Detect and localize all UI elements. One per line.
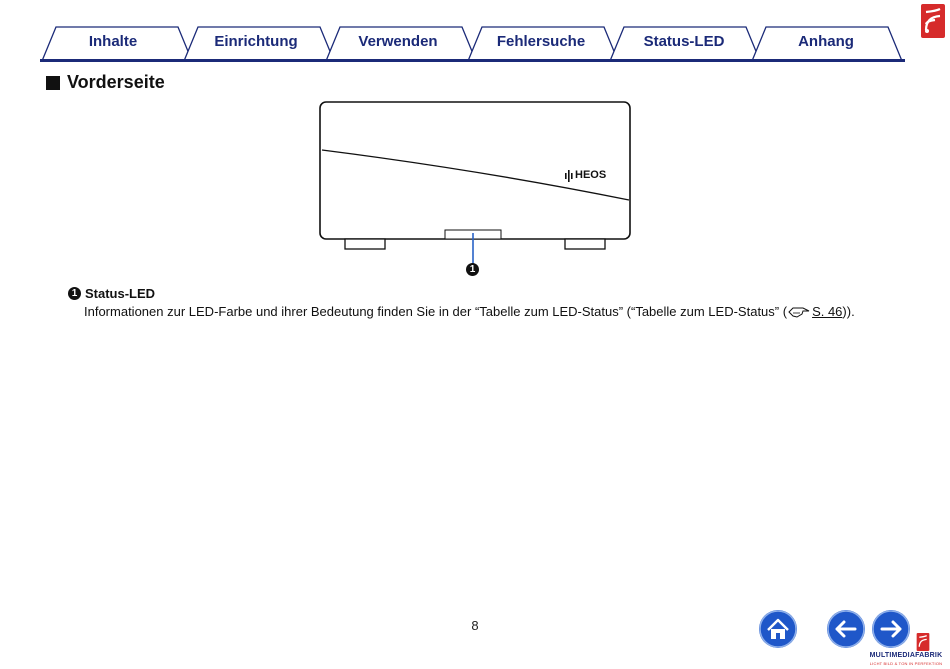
tab-inhalte[interactable]: Inhalte	[88, 33, 138, 50]
brand-logo-icon	[916, 633, 930, 651]
brand-name: MULTIMEDIAFABRIK	[869, 652, 943, 659]
callout-number-badge: 1	[466, 263, 479, 276]
item-heading	[68, 286, 155, 301]
previous-page-button[interactable]	[827, 610, 865, 648]
heading-square-icon	[46, 76, 60, 90]
device-brand-label: HEOS	[575, 169, 607, 181]
page-reference-link[interactable]: S. 46	[812, 304, 843, 319]
description-text: Informationen zur LED-Farbe und ihrer Bedeutung finden Sie in der “Tabelle zum LED-Status” (“Tabelle zum LED-Status” (	[84, 304, 788, 319]
item-description	[84, 304, 855, 319]
top-tab-bar	[0, 0, 950, 64]
brand-tagline: LICHT BILD & TON IN PERFEKTION	[869, 661, 943, 666]
description-text-end: )).	[842, 304, 855, 319]
brand-corner-logo-icon	[921, 4, 945, 38]
section-heading	[46, 72, 165, 93]
tab-einrichtung[interactable]: Einrichtung	[214, 33, 298, 50]
item-number-badge: 1	[68, 287, 81, 300]
pointing-hand-icon	[788, 306, 810, 318]
page-number: 8	[471, 618, 479, 633]
page-title: Vorderseite	[67, 72, 165, 92]
device-front-illustration	[310, 96, 640, 286]
home-button[interactable]	[759, 610, 797, 648]
item-title: Status-LED	[85, 286, 156, 301]
tab-fehlersuche[interactable]: Fehlersuche	[496, 33, 586, 50]
tab-status-led[interactable]: Status-LED	[643, 33, 725, 50]
tab-verwenden[interactable]: Verwenden	[358, 33, 438, 50]
tab-outline	[0, 0, 950, 64]
home-icon	[759, 610, 797, 648]
brand-watermark	[866, 632, 946, 668]
tab-anhang[interactable]: Anhang	[798, 33, 854, 50]
arrow-left-icon	[827, 610, 865, 648]
